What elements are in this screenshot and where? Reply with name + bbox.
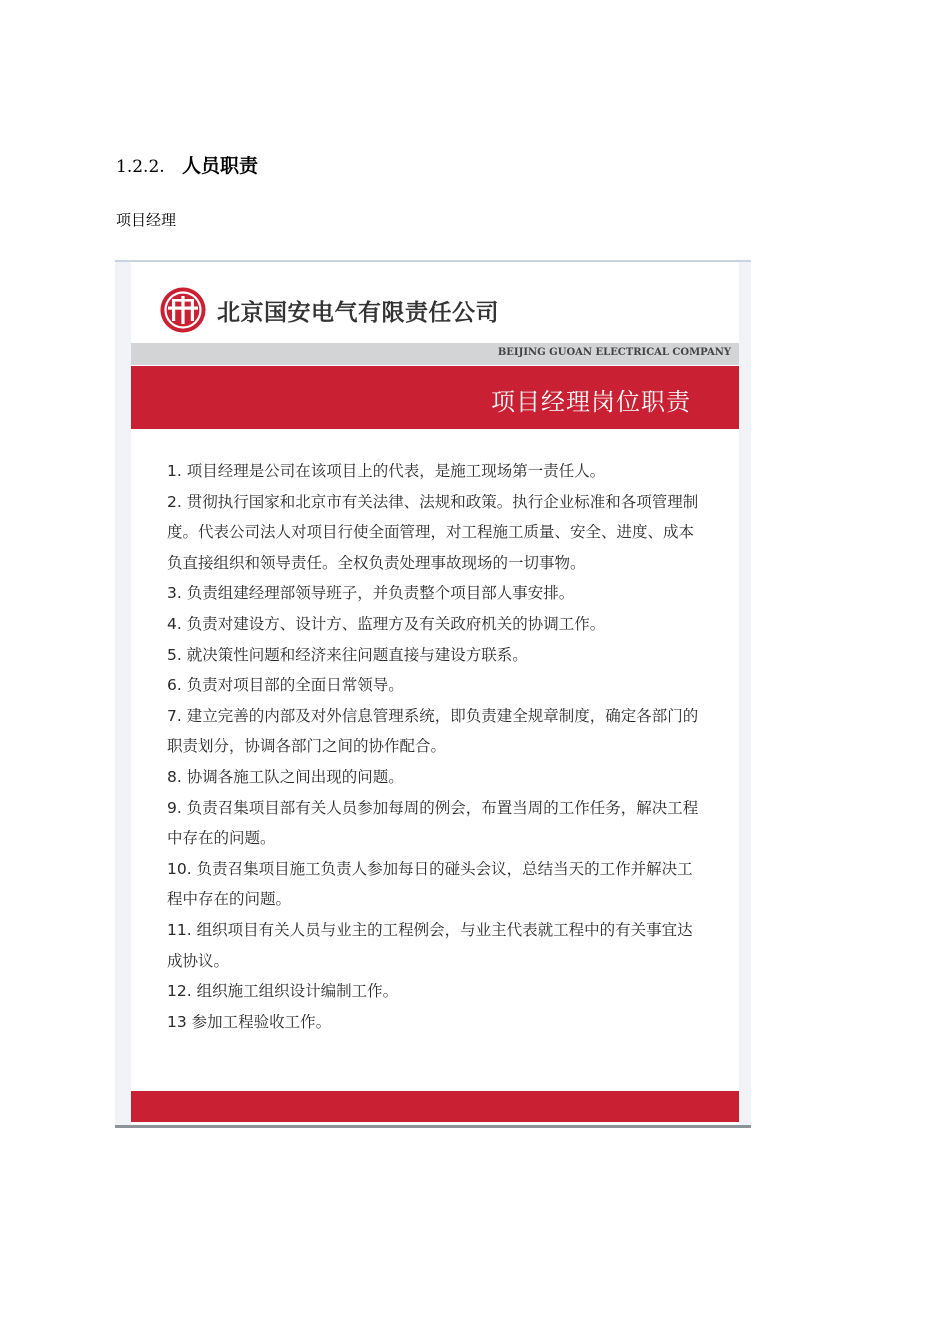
duty-item: 9. 负责召集项目部有关人员参加每周的例会，布置当周的工作任务，解决工程中存在的问题。: [167, 798, 699, 848]
duty-item: 11. 组织项目有关人员与业主的工程例会，与业主代表就工程中的有关事宜达成协议。: [167, 920, 693, 970]
duty-item: 5. 就决策性问题和经济来往问题直接与建设方联系。: [167, 645, 528, 664]
subheading: 项目经理: [116, 211, 177, 229]
section-number: 1.2.2.: [116, 157, 165, 177]
section-heading: [116, 154, 258, 179]
poster-title: 项目经理岗位职责: [491, 388, 691, 416]
duty-item: 4. 负责对建设方、设计方、监理方及有关政府机关的协调工作。: [167, 614, 606, 633]
duty-list: [167, 456, 707, 1037]
title-band: [131, 366, 739, 429]
section-title: 人员职责: [182, 155, 259, 177]
bottom-band: [131, 1091, 739, 1122]
poster-body: [131, 262, 739, 1125]
company-name-cn: 北京国安电气有限责任公司: [217, 298, 499, 326]
duty-item: 7. 建立完善的内部及对外信息管理系统，即负责建全规章制度，确定各部门的职责划分，协调各部门之间的协作配合。: [167, 706, 699, 756]
citic-logo-icon: [159, 286, 207, 334]
duty-item: 2. 贯彻执行国家和北京市有关法律、法规和政策。执行企业标准和各项管理制度。代表公司法人对项目行使全面管理，对工程施工质量、安全、进度、成本负直接组织和领导责任。全权负责处理事故现场的一切事物。: [167, 492, 699, 572]
duty-item: 12. 组织施工组织设计编制工作。: [167, 982, 399, 1001]
duty-item: 8. 协调各施工队之间出现的问题。: [167, 767, 404, 786]
duty-poster-image: [115, 260, 751, 1128]
duty-item: 6. 负责对项目部的全面日常领导。: [167, 676, 404, 695]
company-en-band: [131, 343, 739, 365]
duty-item: 13 参加工程验收工作。: [167, 1012, 332, 1031]
duty-item: 10. 负责召集项目施工负责人参加每日的碰头会议，总结当天的工作并解决工程中存在的问题。: [167, 859, 693, 909]
duty-item: 3. 负责组建经理部领导班子，并负责整个项目部人事安排。: [167, 584, 575, 603]
duty-item: 1. 项目经理是公司在该项目上的代表，是施工现场第一责任人。: [167, 462, 606, 480]
company-name-en: BEIJING GUOAN ELECTRICAL COMPANY: [497, 347, 731, 358]
company-logo-row: [159, 284, 499, 336]
